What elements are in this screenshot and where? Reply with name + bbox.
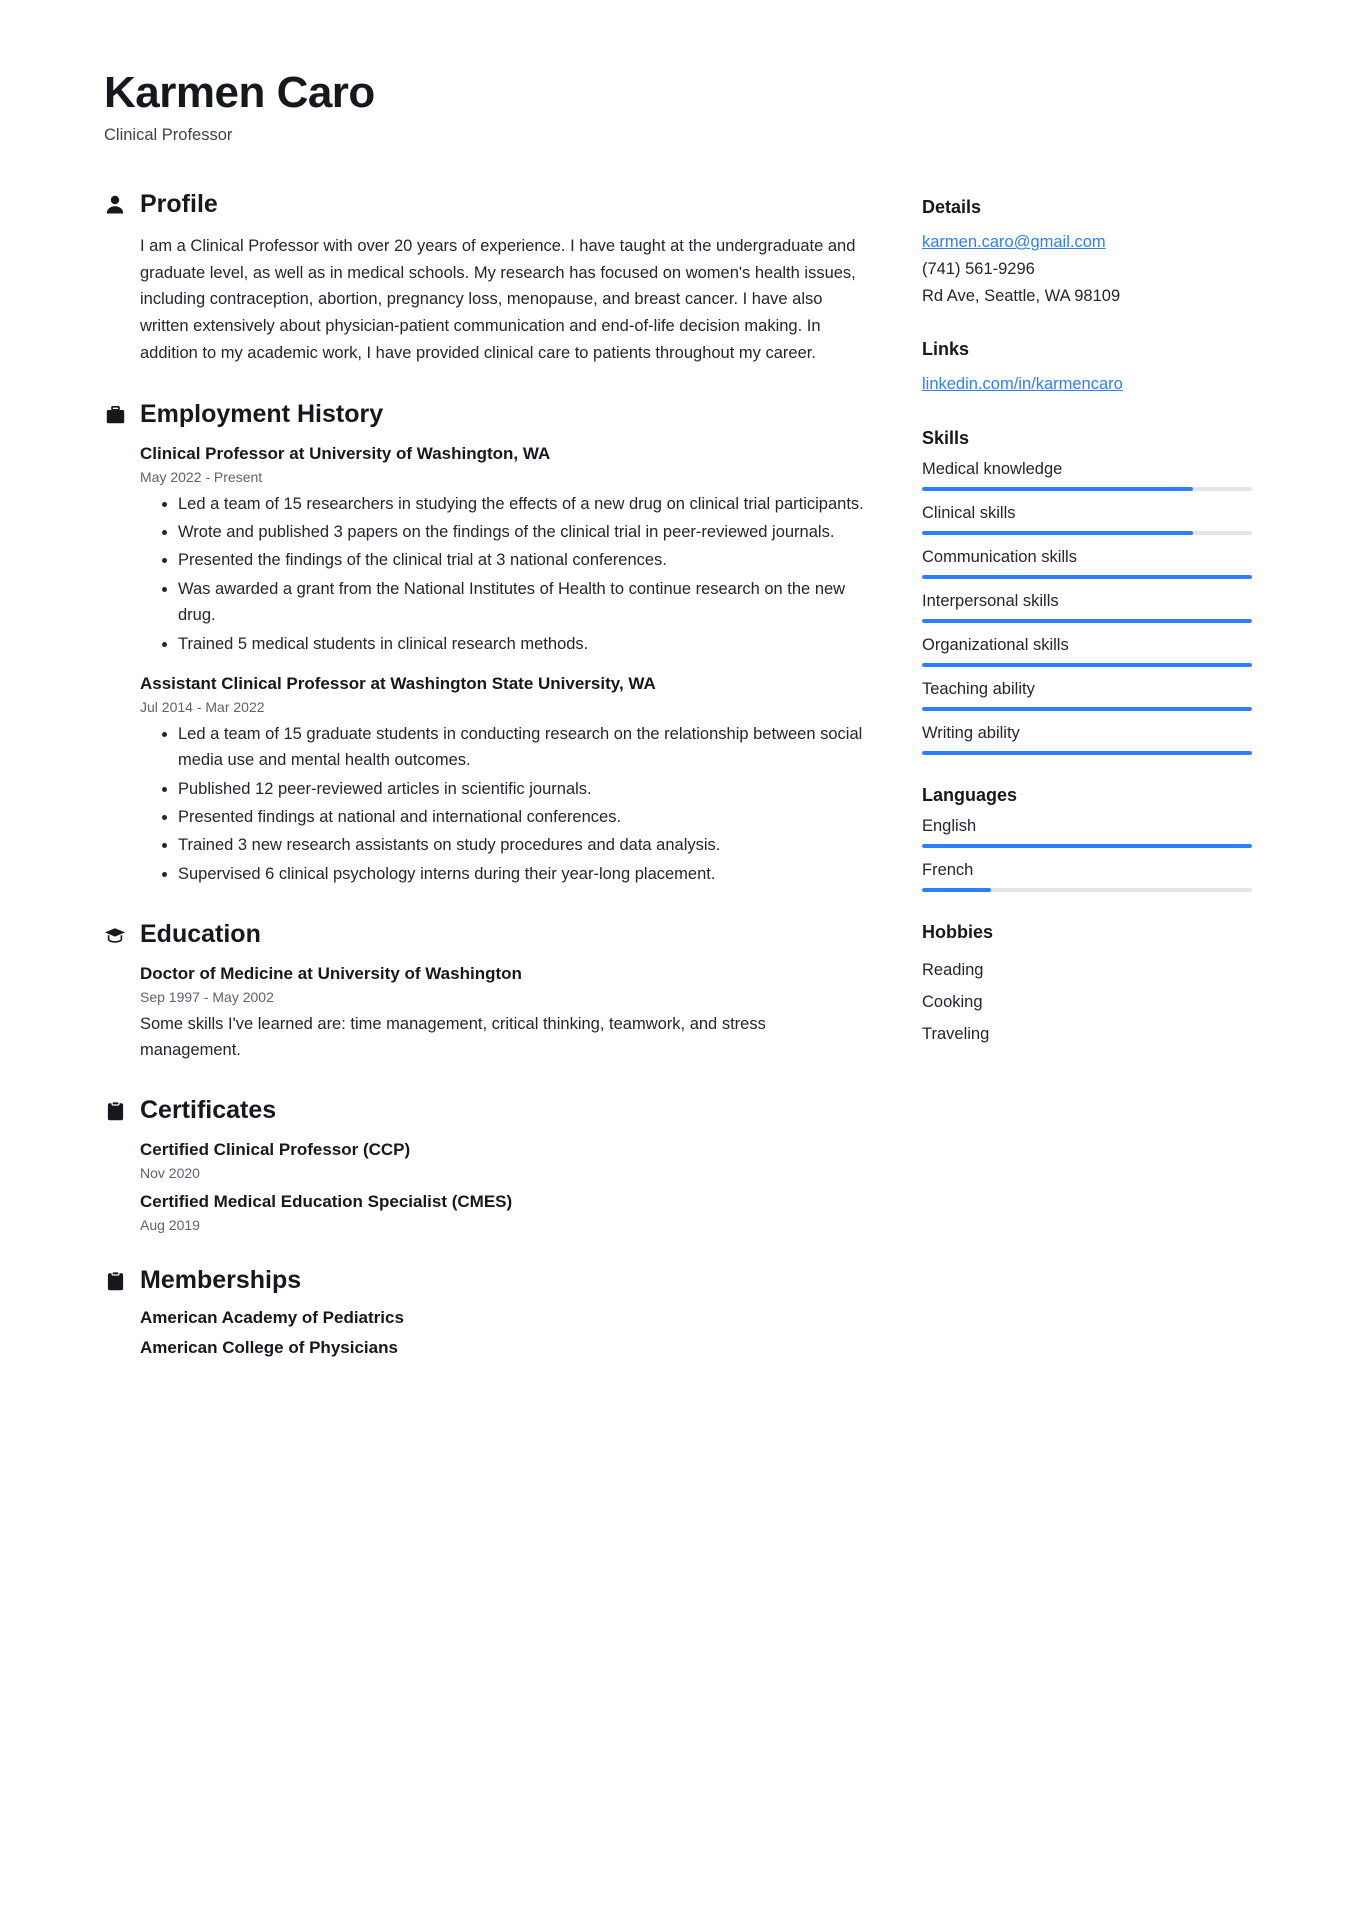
page-title: Karmen Caro [104, 68, 375, 117]
entry-title: Clinical Professor at University of Washington, WA [140, 443, 551, 463]
skill-bar-fill [922, 707, 1252, 711]
skill-bar [922, 751, 1252, 755]
sidebar-languages [922, 785, 1252, 892]
language-item [922, 861, 1252, 892]
sidebar-title: Hobbies [922, 922, 994, 943]
skill-bar [922, 619, 1252, 623]
briefcase-icon [104, 403, 126, 427]
skill-bar [922, 531, 1252, 535]
resume-header [104, 70, 1262, 145]
section-title: Memberships [140, 1265, 302, 1294]
sidebar-title: Links [922, 339, 970, 360]
hobby-item: Reading [922, 961, 984, 980]
section-title: Certificates [140, 1096, 277, 1125]
list-item: Led a team of 15 researchers in studying the effects of a new drug on clinical trial participants. [166, 491, 864, 517]
hobby-item: Cooking [922, 993, 983, 1012]
section-body [104, 233, 864, 367]
section-employment-history [104, 401, 864, 887]
section-body [104, 1308, 864, 1358]
skill-bar-fill [922, 751, 1252, 755]
skill-label: Writing ability [922, 724, 1020, 743]
language-bar [922, 844, 1252, 848]
section-header [104, 401, 864, 429]
section-header [104, 191, 864, 219]
skill-bar [922, 663, 1252, 667]
entry-description: Some skills I've learned are: time management, critical thinking, teamwork, and stress management. [140, 1014, 766, 1060]
person-icon [104, 193, 126, 217]
language-label: English [922, 817, 977, 836]
graduation-cap-icon [104, 923, 126, 947]
education-entry [140, 963, 864, 1064]
skill-label: Organizational skills [922, 636, 1069, 655]
skill-item [922, 724, 1252, 755]
list-item: Wrote and published 3 papers on the findings of the clinical trial in peer-reviewed journals. [166, 519, 864, 545]
entry-date: Aug 2019 [140, 1216, 200, 1233]
skill-label: Communication skills [922, 548, 1077, 567]
entry-title: Assistant Clinical Professor at Washington State University, WA [140, 673, 656, 693]
entry-date: May 2022 - Present [140, 468, 263, 485]
membership-entry: American College of Physicians [140, 1338, 398, 1358]
section-body [104, 963, 864, 1064]
sidebar-hobbies [922, 922, 1252, 1051]
certificate-entry [140, 1191, 864, 1233]
sidebar-title: Skills [922, 428, 970, 449]
main-column [104, 191, 864, 1392]
skill-bar [922, 707, 1252, 711]
section-header [104, 1267, 864, 1295]
sidebar-details [922, 197, 1252, 309]
skill-bar [922, 487, 1252, 491]
skill-bar-fill [922, 487, 1193, 491]
skill-label: Clinical skills [922, 504, 1016, 523]
email-link[interactable]: karmen.caro@gmail.com [922, 233, 1106, 252]
entry-date: Jul 2014 - Mar 2022 [140, 698, 265, 715]
skill-item [922, 548, 1252, 579]
membership-icon [104, 1269, 126, 1293]
list-item: Presented the findings of the clinical trial at 3 national conferences. [166, 547, 864, 573]
hobby-item: Traveling [922, 1025, 990, 1044]
section-header [104, 1097, 864, 1125]
sidebar-links [922, 339, 1252, 398]
entry-title: Certified Medical Education Specialist (CMES) [140, 1191, 513, 1211]
skill-bar-fill [922, 575, 1252, 579]
job-title: Clinical Professor [104, 126, 233, 145]
language-bar [922, 888, 1252, 892]
section-body [104, 1139, 864, 1233]
section-title: Profile [140, 190, 218, 219]
entry-bullets [140, 491, 864, 657]
sidebar-skills [922, 428, 1252, 755]
language-bar-fill [922, 844, 1252, 848]
sidebar-title: Languages [922, 785, 1018, 806]
section-title: Education [140, 920, 261, 949]
section-memberships [104, 1267, 864, 1359]
membership-entry: American Academy of Pediatrics [140, 1308, 404, 1328]
skill-bar-fill [922, 663, 1252, 667]
language-item [922, 817, 1252, 848]
phone-text: (741) 561-9296 [922, 259, 1035, 278]
skill-item [922, 680, 1252, 711]
profile-text: I am a Clinical Professor with over 20 years of experience. I have taught at the undergraduate and graduate level, as well as in medical schools. My research has focused on women's health issues, including contraception, abortion, pregnancy loss, menopause, and breast cancer. I have also written extensively about physician-patient communication and end-of-life decision making. In addition to my academic work, I have provided clinical care to patients throughout my career. [140, 236, 856, 363]
section-profile [104, 191, 864, 367]
resume-columns [104, 191, 1262, 1392]
section-education [104, 921, 864, 1063]
list-item: Led a team of 15 graduate students in conducting research on the relationship between social media use and mental health outcomes. [166, 721, 864, 774]
list-item: Trained 5 medical students in clinical research methods. [166, 631, 864, 657]
skill-item [922, 636, 1252, 667]
skill-label: Medical knowledge [922, 460, 1063, 479]
entry-title: Doctor of Medicine at University of Washington [140, 963, 522, 983]
list-item: Trained 3 new research assistants on study procedures and data analysis. [166, 832, 864, 858]
list-item: Was awarded a grant from the National Institutes of Health to continue research on the new drug. [166, 576, 864, 629]
skill-item [922, 504, 1252, 535]
employment-entry [140, 443, 864, 657]
list-item: Presented findings at national and international conferences. [166, 804, 864, 830]
skill-bar-fill [922, 619, 1252, 623]
entry-title: Certified Clinical Professor (CCP) [140, 1139, 411, 1159]
skill-item [922, 460, 1252, 491]
entry-date: Nov 2020 [140, 1164, 200, 1181]
certificate-icon [104, 1099, 126, 1123]
entry-date: Sep 1997 - May 2002 [140, 988, 274, 1005]
list-item: Published 12 peer-reviewed articles in scientific journals. [166, 776, 864, 802]
skill-bar [922, 575, 1252, 579]
sidebar-title: Details [922, 197, 982, 218]
employment-entry [140, 673, 864, 887]
section-body [104, 443, 864, 888]
address-text: Rd Ave, Seattle, WA 98109 [922, 286, 1121, 305]
section-header [104, 921, 864, 949]
sidebar-column [922, 191, 1252, 1080]
skill-item [922, 592, 1252, 623]
section-certificates [104, 1097, 864, 1232]
section-title: Employment History [140, 400, 384, 429]
list-item: Supervised 6 clinical psychology interns during their year-long placement. [166, 861, 864, 887]
entry-bullets [140, 721, 864, 887]
linkedin-link[interactable]: linkedin.com/in/karmencaro [922, 375, 1123, 394]
certificate-entry [140, 1139, 864, 1181]
skill-label: Interpersonal skills [922, 592, 1059, 611]
language-label: French [922, 861, 974, 880]
skill-bar-fill [922, 531, 1193, 535]
language-bar-fill [922, 888, 991, 892]
skill-label: Teaching ability [922, 680, 1035, 699]
